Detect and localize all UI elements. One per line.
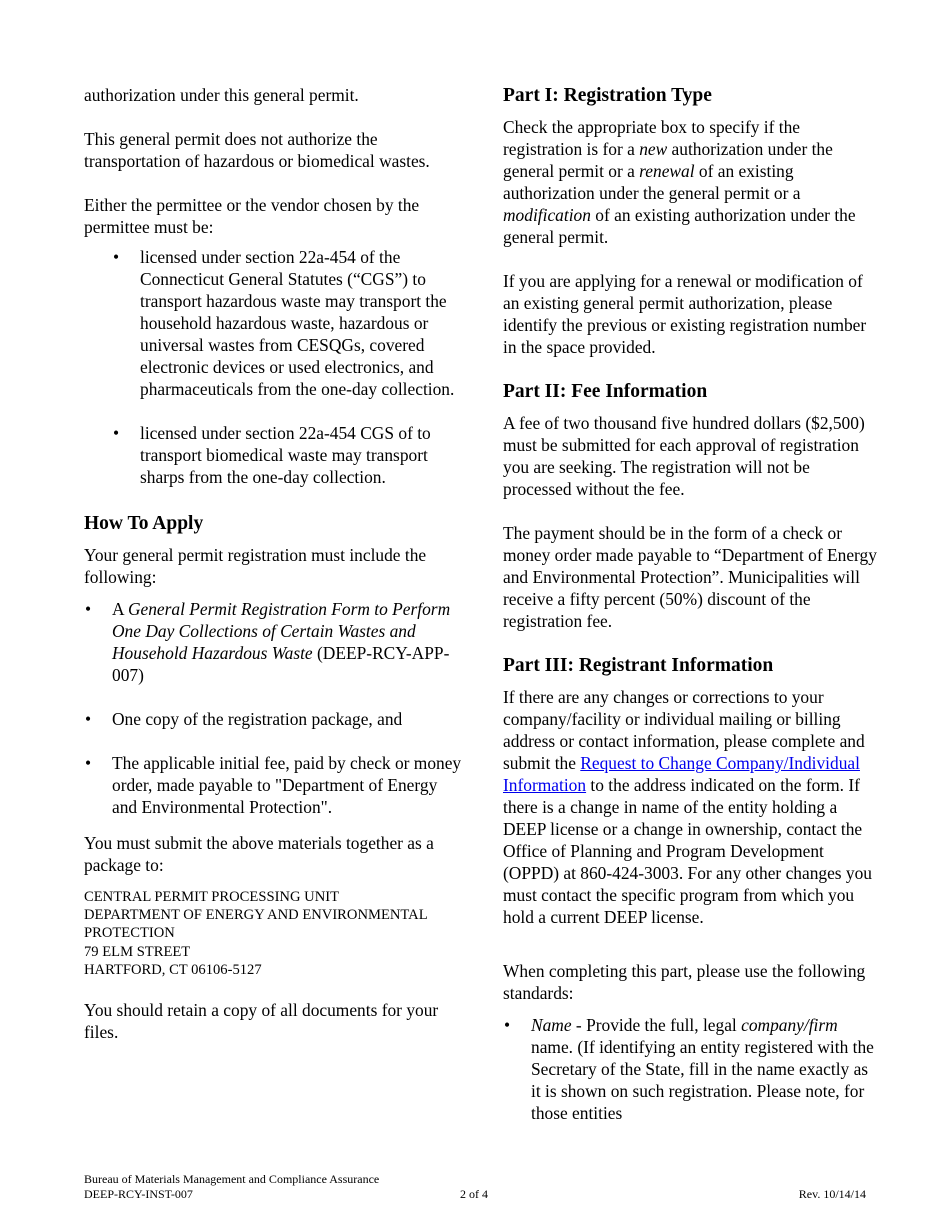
standards-list xyxy=(503,1014,878,1124)
how-to-apply-list xyxy=(84,598,464,818)
payment-paragraph: The payment should be in the form of a check or money order made payable to “Department of Energy and Environmental Protection”. Municipalities will receive a fifty percent (50%) discount of the registration fee. xyxy=(503,523,877,631)
part1-heading: Part I: Registration Type xyxy=(503,85,712,106)
changes-paragraph: If there are any changes or corrections to your company/facility or individual mailing or billing address or contact information, please complete and submit the Request to Change Company/Individual Information to the address indicated on the form. If there is a change in name of the entity holding a DEEP license or a change in ownership, contact the Office of Planning and Program Development (OPPD) at 860-424-3003. For any other changes you must contact the specific program from which you hold a current DEEP license. xyxy=(503,687,873,927)
address-line: DEPARTMENT OF ENERGY AND ENVIRONMENTAL PROTECTION xyxy=(84,907,428,942)
part2-heading: Part II: Fee Information xyxy=(503,381,708,402)
footer-doc-id: DEEP-RCY-INST-007 xyxy=(84,1186,193,1201)
right-column xyxy=(503,84,878,1124)
no-authorization-paragraph: This general permit does not authorize the transportation of hazardous or biomedical wastes. xyxy=(84,129,430,171)
form-title: General Permit Registration Form to Perform One Day Collections of Certain Wastes and Household Hazardous Waste xyxy=(112,599,451,663)
page-footer xyxy=(84,1172,866,1201)
form-code: (DEEP-RCY-APP-007) xyxy=(112,643,450,685)
list-item: • licensed under section 22a-454 of the Connecticut General Statutes (“CGS”) to transport hazardous waste may transport the household hazardous waste, hazardous or universal wastes from CESQGs, covered electronic devices or used electronics, and pharmaceuticals from the one-day collection. xyxy=(140,246,464,400)
part1-paragraph: Check the appropriate box to specify if the registration is for a new authorization under the general permit or a renewal of an existing authorization under the general permit or a modification of an existing authorization under the general permit. xyxy=(503,117,856,247)
address-line: HARTFORD, CT 06106-5127 xyxy=(84,961,262,978)
how-to-apply-intro: Your general permit registration must include the following: xyxy=(84,545,427,587)
part3-heading: Part III: Registrant Information xyxy=(503,655,774,676)
request-change-link[interactable]: Request to Change Company/Individual Information xyxy=(503,753,860,795)
retain-paragraph: You should retain a copy of all documents for your files. xyxy=(84,1000,439,1043)
submit-paragraph: You must submit the above materials together as a package to: xyxy=(84,833,434,875)
item-prefix: A xyxy=(112,599,128,619)
page-number: 2 of 4 xyxy=(460,1186,488,1201)
list-item: • The applicable initial fee, paid by check or money order, made payable to "Department of Energy and Environmental Protection". xyxy=(112,752,464,818)
list-item: • One copy of the registration package, and xyxy=(112,708,464,730)
permittee-paragraph: Either the permittee or the vendor chosen by the permittee must be: xyxy=(84,195,420,237)
continued-paragraph: authorization under this general permit. xyxy=(84,85,359,105)
list-item xyxy=(112,598,464,686)
list-item: • Name - Provide the full, legal company/firm name. (If identifying an entity registered with the Secretary of the State, fill in the name exactly as it is shown on such registration. Please note, for those entities xyxy=(531,1014,878,1124)
revision-date: Rev. 10/14/14 xyxy=(798,1186,866,1201)
left-column xyxy=(84,84,464,1043)
mailing-address xyxy=(84,888,464,979)
standards-paragraph: When completing this part, please use the following standards: xyxy=(503,961,866,1003)
part1-renewal-paragraph: If you are applying for a renewal or modification of an existing general permit authorization, please identify the previous or existing registration number in the space provided. xyxy=(503,271,867,357)
fee-paragraph: A fee of two thousand five hundred dollars ($2,500) must be submitted for each approval of registration you are seeking. The registration will not be processed without the fee. xyxy=(503,413,865,499)
name-label: Name xyxy=(531,1015,572,1035)
footer-bureau: Bureau of Materials Management and Compliance Assurance xyxy=(84,1172,380,1186)
how-to-apply-heading: How To Apply xyxy=(84,513,204,534)
list-item: • licensed under section 22a-454 CGS of to transport biomedical waste may transport sharps from the one-day collection. xyxy=(140,422,464,488)
licensed-list xyxy=(84,246,464,488)
address-line: 79 ELM STREET xyxy=(84,943,191,960)
address-line: CENTRAL PERMIT PROCESSING UNIT xyxy=(84,889,340,905)
